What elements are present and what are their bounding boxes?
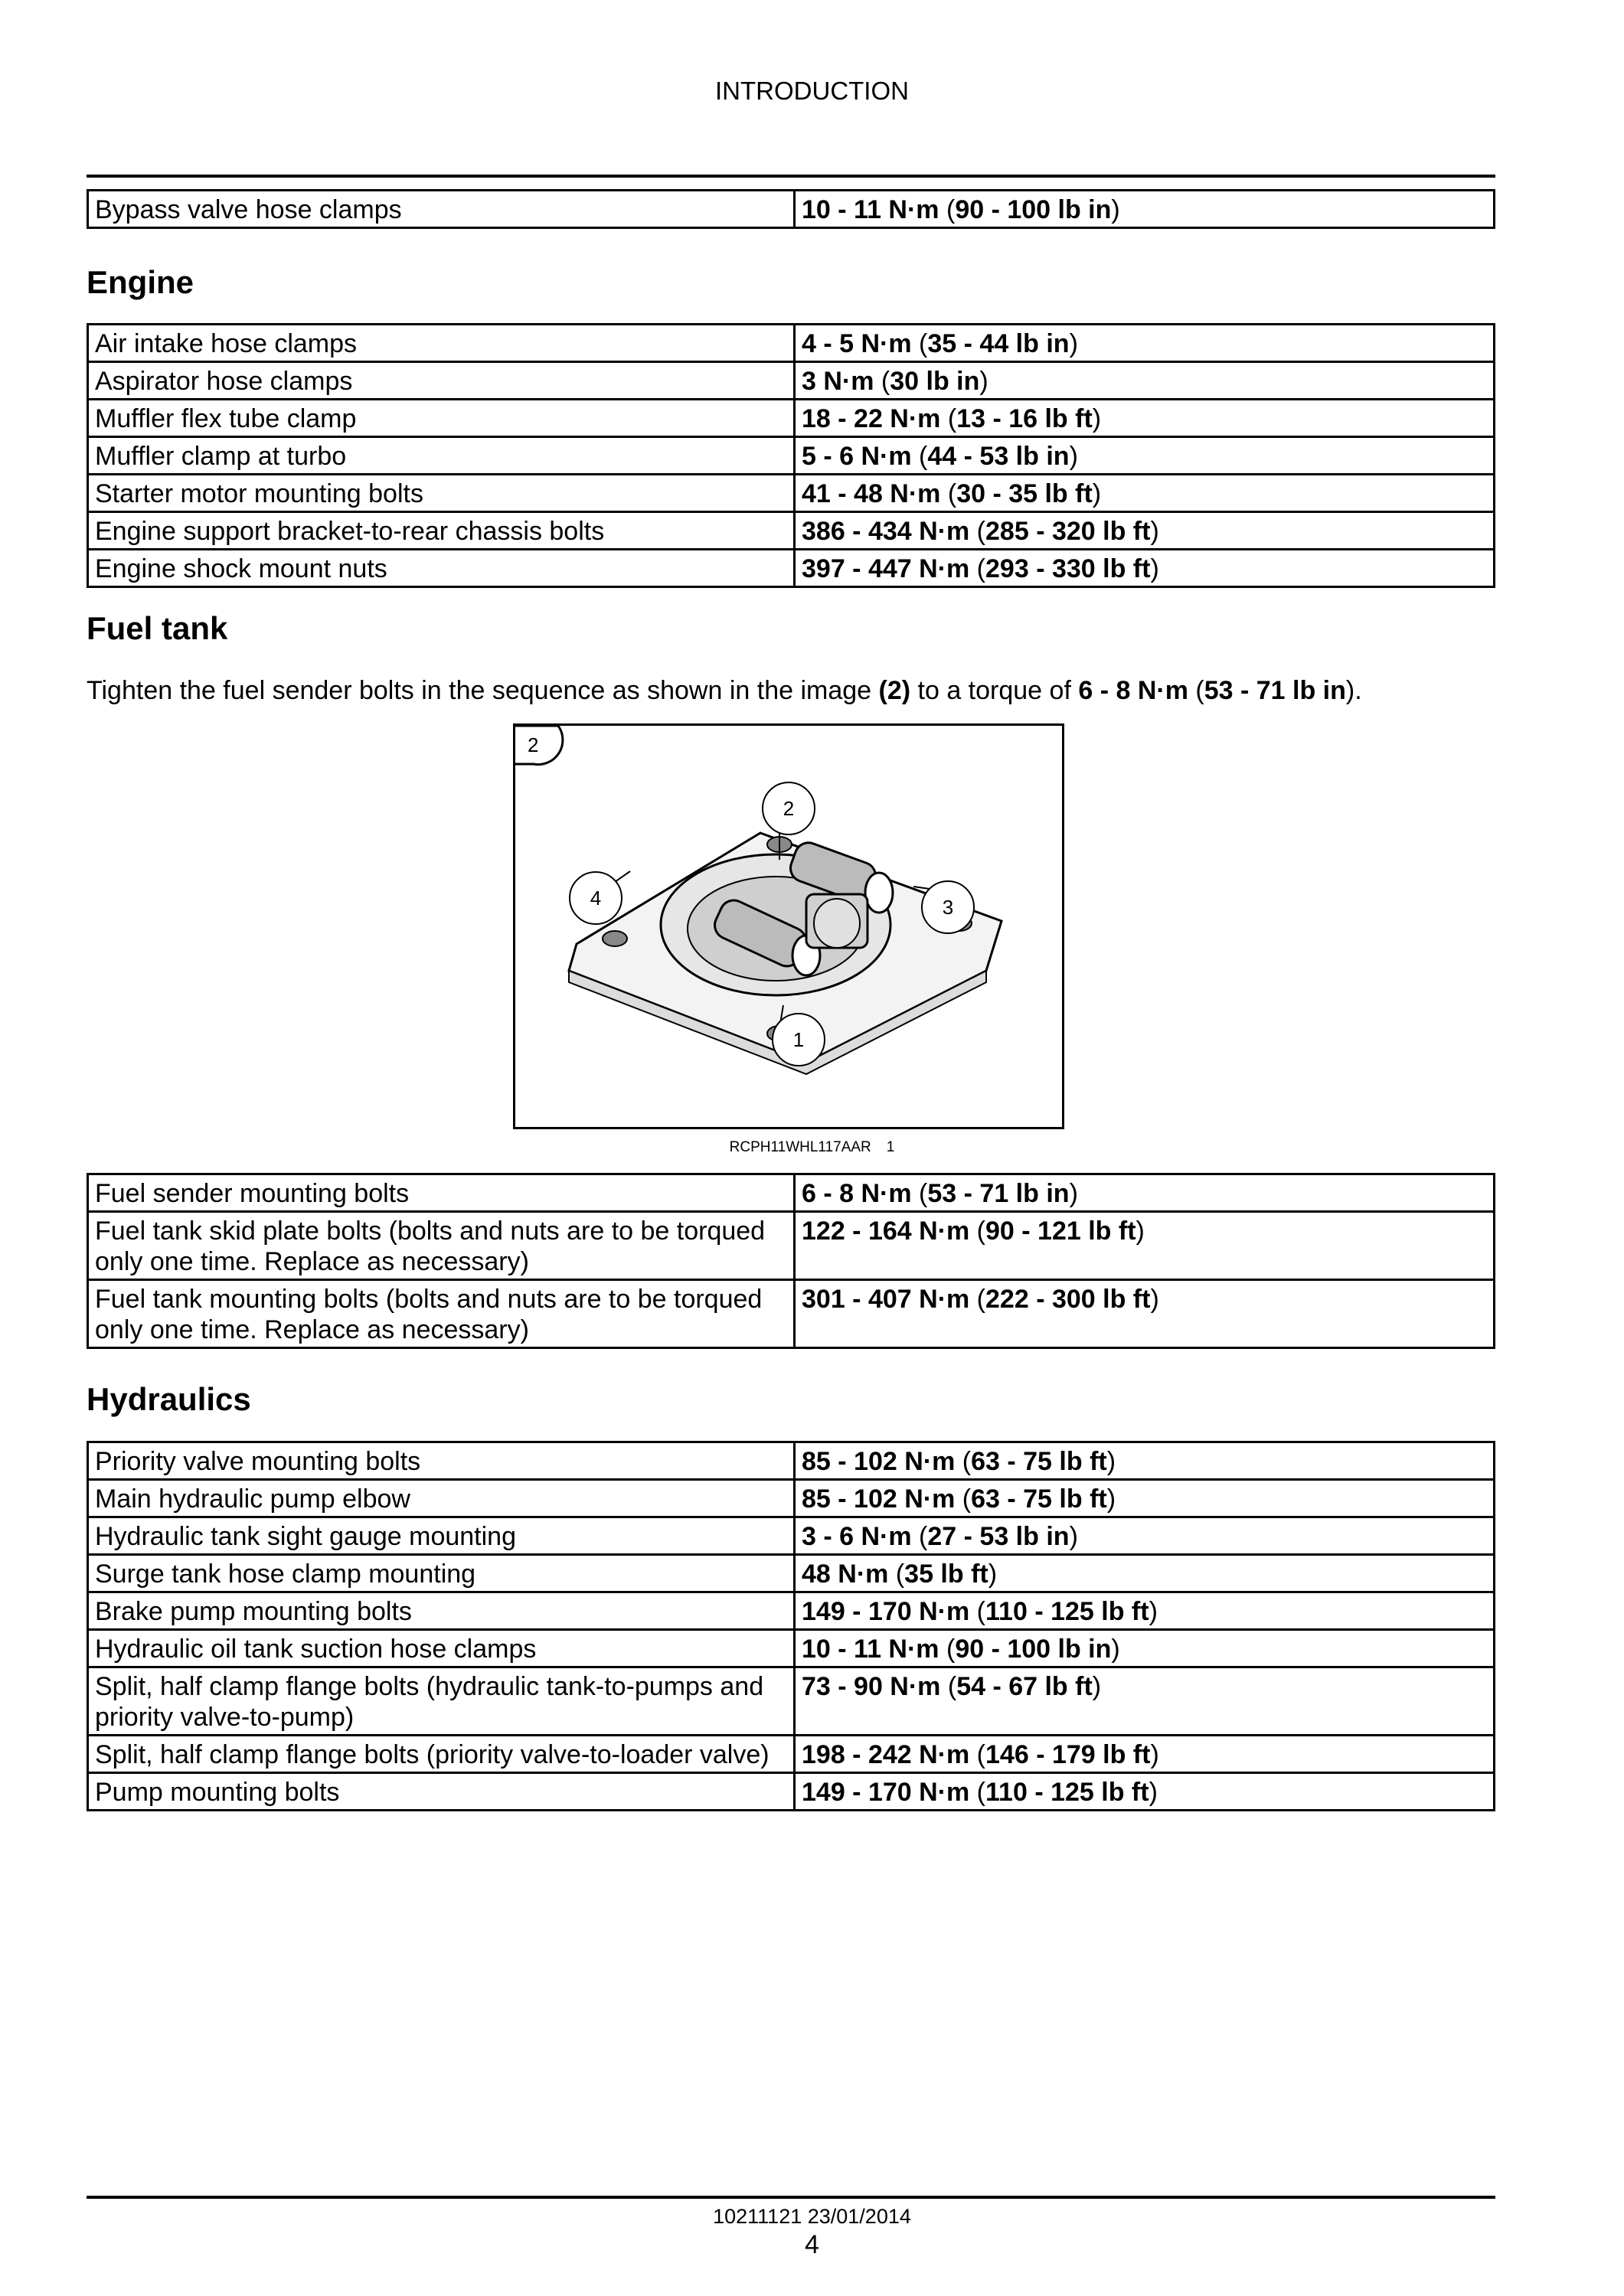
component-cell: Fuel sender mounting bolts (88, 1174, 795, 1212)
torque-metric: 85 - 102 N·m (802, 1484, 956, 1514)
table-row (88, 512, 1495, 550)
torque-imperial: 110 - 125 lb ft (985, 1597, 1149, 1626)
torque-imperial: 35 lb ft (904, 1560, 988, 1589)
torque-metric: 386 - 434 N·m (802, 517, 970, 546)
torque-cell: 73 - 90 N·m (54 - 67 lb ft) (795, 1667, 1495, 1736)
torque-metric: 149 - 170 N·m (802, 1778, 970, 1807)
table-row (88, 325, 1495, 362)
torque-cell: 149 - 170 N·m (110 - 125 lb ft) (795, 1773, 1495, 1811)
component-cell: Pump mounting bolts (88, 1773, 795, 1811)
footer-rule (87, 2196, 1495, 2199)
torque-metric: 73 - 90 N·m (802, 1672, 941, 1701)
torque-cell: 5 - 6 N·m (44 - 53 lb in) (795, 437, 1495, 475)
torque-metric: 18 - 22 N·m (802, 404, 941, 433)
torque-metric: 6 - 8 N·m (802, 1179, 912, 1208)
component-cell: Main hydraulic pump elbow (88, 1480, 795, 1517)
torque-cell: 3 N·m (30 lb in) (795, 362, 1495, 400)
fuel-sender-illustration (515, 726, 1062, 1127)
torque-cell: 10 - 11 N·m (90 - 100 lb in) (795, 1630, 1495, 1667)
table-row (88, 1555, 1495, 1592)
torque-metric: 5 - 6 N·m (802, 442, 912, 471)
table-row (88, 1280, 1495, 1348)
torque-imperial: 110 - 125 lb ft (985, 1778, 1149, 1807)
component-cell: Brake pump mounting bolts (88, 1592, 795, 1630)
torque-metric: 397 - 447 N·m (802, 554, 970, 583)
component-cell: Aspirator hose clamps (88, 362, 795, 400)
torque-cell: 3 - 6 N·m (27 - 53 lb in) (795, 1517, 1495, 1555)
torque-metric: 149 - 170 N·m (802, 1597, 970, 1626)
table-row (88, 1442, 1495, 1480)
component-cell: Starter motor mounting bolts (88, 475, 795, 512)
component-cell: Muffler clamp at turbo (88, 437, 795, 475)
torque-metric: 3 N·m (802, 367, 874, 396)
figure-caption (0, 1139, 1624, 1156)
table-row (88, 1174, 1495, 1212)
fuel-tank-heading: Fuel tank (87, 610, 228, 646)
callout-3-label: 3 (942, 896, 954, 919)
table-row (88, 475, 1495, 512)
figure-corner-label: 2 (528, 733, 539, 756)
torque-imperial: 146 - 179 lb ft (985, 1740, 1151, 1769)
component-cell: Fuel tank mounting bolts (bolts and nuts are to be torqued only one time. Replace as necessary) (88, 1280, 795, 1348)
engine-heading: Engine (87, 264, 194, 300)
table-row (88, 362, 1495, 400)
component-cell: Air intake hose clamps (88, 325, 795, 362)
torque-imperial: 53 - 71 lb in (927, 1179, 1070, 1208)
callout-2-label: 2 (783, 797, 795, 820)
table-row (88, 1630, 1495, 1667)
page-number: 4 (805, 2230, 819, 2259)
torque-cell: 301 - 407 N·m (222 - 300 lb ft) (795, 1280, 1495, 1348)
torque-imperial: 63 - 75 lb ft (971, 1447, 1107, 1476)
torque-cell: 85 - 102 N·m (63 - 75 lb ft) (795, 1442, 1495, 1480)
torque-cell: 149 - 170 N·m (110 - 125 lb ft) (795, 1592, 1495, 1630)
table-row (88, 1736, 1495, 1773)
torque-cell: 41 - 48 N·m (30 - 35 lb ft) (795, 475, 1495, 512)
component-cell: Engine support bracket-to-rear chassis bolts (88, 512, 795, 550)
figure-number: 1 (886, 1139, 895, 1155)
torque-imperial: 293 - 330 lb ft (985, 554, 1151, 583)
component-cell: Muffler flex tube clamp (88, 400, 795, 437)
torque-cell: 18 - 22 N·m (13 - 16 lb ft) (795, 400, 1495, 437)
torque-imperial: 285 - 320 lb ft (985, 517, 1151, 546)
torque-cell: 397 - 447 N·m (293 - 330 lb ft) (795, 550, 1495, 587)
component-cell: Split, half clamp flange bolts (priority valve-to-loader valve) (88, 1736, 795, 1773)
table-row (88, 1212, 1495, 1280)
torque-cell: 4 - 5 N·m (35 - 44 lb in) (795, 325, 1495, 362)
component-cell: Hydraulic oil tank suction hose clamps (88, 1630, 795, 1667)
hydraulics-heading: Hydraulics (87, 1381, 251, 1417)
torque-metric: 198 - 242 N·m (802, 1740, 970, 1769)
table-row (88, 1773, 1495, 1811)
torque-imperial: 30 - 35 lb ft (956, 479, 1093, 508)
torque-imperial: 44 - 53 lb in (927, 442, 1070, 471)
page-header: INTRODUCTION (715, 77, 909, 105)
callout-4-label: 4 (590, 887, 602, 910)
torque-imperial: 90 - 100 lb in (955, 195, 1112, 224)
hydraulics-torque-table (87, 1441, 1495, 1811)
torque-imperial: 90 - 121 lb ft (985, 1217, 1136, 1246)
table-row (88, 1480, 1495, 1517)
torque-imperial: 90 - 100 lb in (955, 1635, 1112, 1664)
table-row (88, 191, 1495, 228)
engine-torque-table (87, 323, 1495, 588)
torque-imperial: 222 - 300 lb ft (985, 1285, 1151, 1314)
torque-imperial: 63 - 75 lb ft (971, 1484, 1107, 1514)
component-cell: Priority valve mounting bolts (88, 1442, 795, 1480)
torque-metric: 41 - 48 N·m (802, 479, 941, 508)
torque-cell: 10 - 11 N·m (90 - 100 lb in) (795, 191, 1495, 228)
torque-metric: 10 - 11 N·m (802, 195, 939, 224)
fuel-tank-torque-table (87, 1173, 1495, 1349)
table-row (88, 1592, 1495, 1630)
torque-metric: 3 - 6 N·m (802, 1522, 912, 1551)
document-number-date: 10211121 23/01/2014 (713, 2205, 911, 2228)
torque-metric: 301 - 407 N·m (802, 1285, 970, 1314)
bypass-torque-table (87, 189, 1495, 229)
torque-cell: 122 - 164 N·m (90 - 121 lb ft) (795, 1212, 1495, 1280)
torque-imperial: 13 - 16 lb ft (956, 404, 1093, 433)
table-row (88, 550, 1495, 587)
table-row (88, 1517, 1495, 1555)
fuel-sender-figure (513, 723, 1064, 1129)
component-cell: Surge tank hose clamp mounting (88, 1555, 795, 1592)
figure-code: RCPH11WHL117AAR (729, 1139, 871, 1155)
torque-imperial: 54 - 67 lb ft (956, 1672, 1093, 1701)
callout-1-label: 1 (792, 1028, 805, 1051)
torque-cell: 386 - 434 N·m (285 - 320 lb ft) (795, 512, 1495, 550)
torque-cell: 85 - 102 N·m (63 - 75 lb ft) (795, 1480, 1495, 1517)
torque-imperial: 27 - 53 lb in (927, 1522, 1070, 1551)
torque-metric: 10 - 11 N·m (802, 1635, 939, 1664)
torque-metric: 4 - 5 N·m (802, 329, 912, 358)
component-cell: Split, half clamp flange bolts (hydraulic tank-to-pumps and priority valve-to-pump) (88, 1667, 795, 1736)
table-row (88, 437, 1495, 475)
component-cell: Hydraulic tank sight gauge mounting (88, 1517, 795, 1555)
torque-cell: 6 - 8 N·m (53 - 71 lb in) (795, 1174, 1495, 1212)
fuel-sender-instruction: Tighten the fuel sender bolts in the sequence as shown in the image (2) to a torque of 6 - 8 N·m (53 - 71 lb in). (87, 676, 1362, 705)
header-rule (87, 175, 1495, 178)
torque-metric: 85 - 102 N·m (802, 1447, 956, 1476)
component-cell: Engine shock mount nuts (88, 550, 795, 587)
table-row (88, 1667, 1495, 1736)
torque-imperial: 30 lb in (890, 367, 980, 396)
torque-cell: 48 N·m (35 lb ft) (795, 1555, 1495, 1592)
component-cell: Bypass valve hose clamps (88, 191, 795, 228)
table-row (88, 400, 1495, 437)
component-cell: Fuel tank skid plate bolts (bolts and nuts are to be torqued only one time. Replace as necessary) (88, 1212, 795, 1280)
torque-imperial: 35 - 44 lb in (927, 329, 1070, 358)
torque-metric: 122 - 164 N·m (802, 1217, 970, 1246)
torque-metric: 48 N·m (802, 1560, 889, 1589)
torque-cell: 198 - 242 N·m (146 - 179 lb ft) (795, 1736, 1495, 1773)
